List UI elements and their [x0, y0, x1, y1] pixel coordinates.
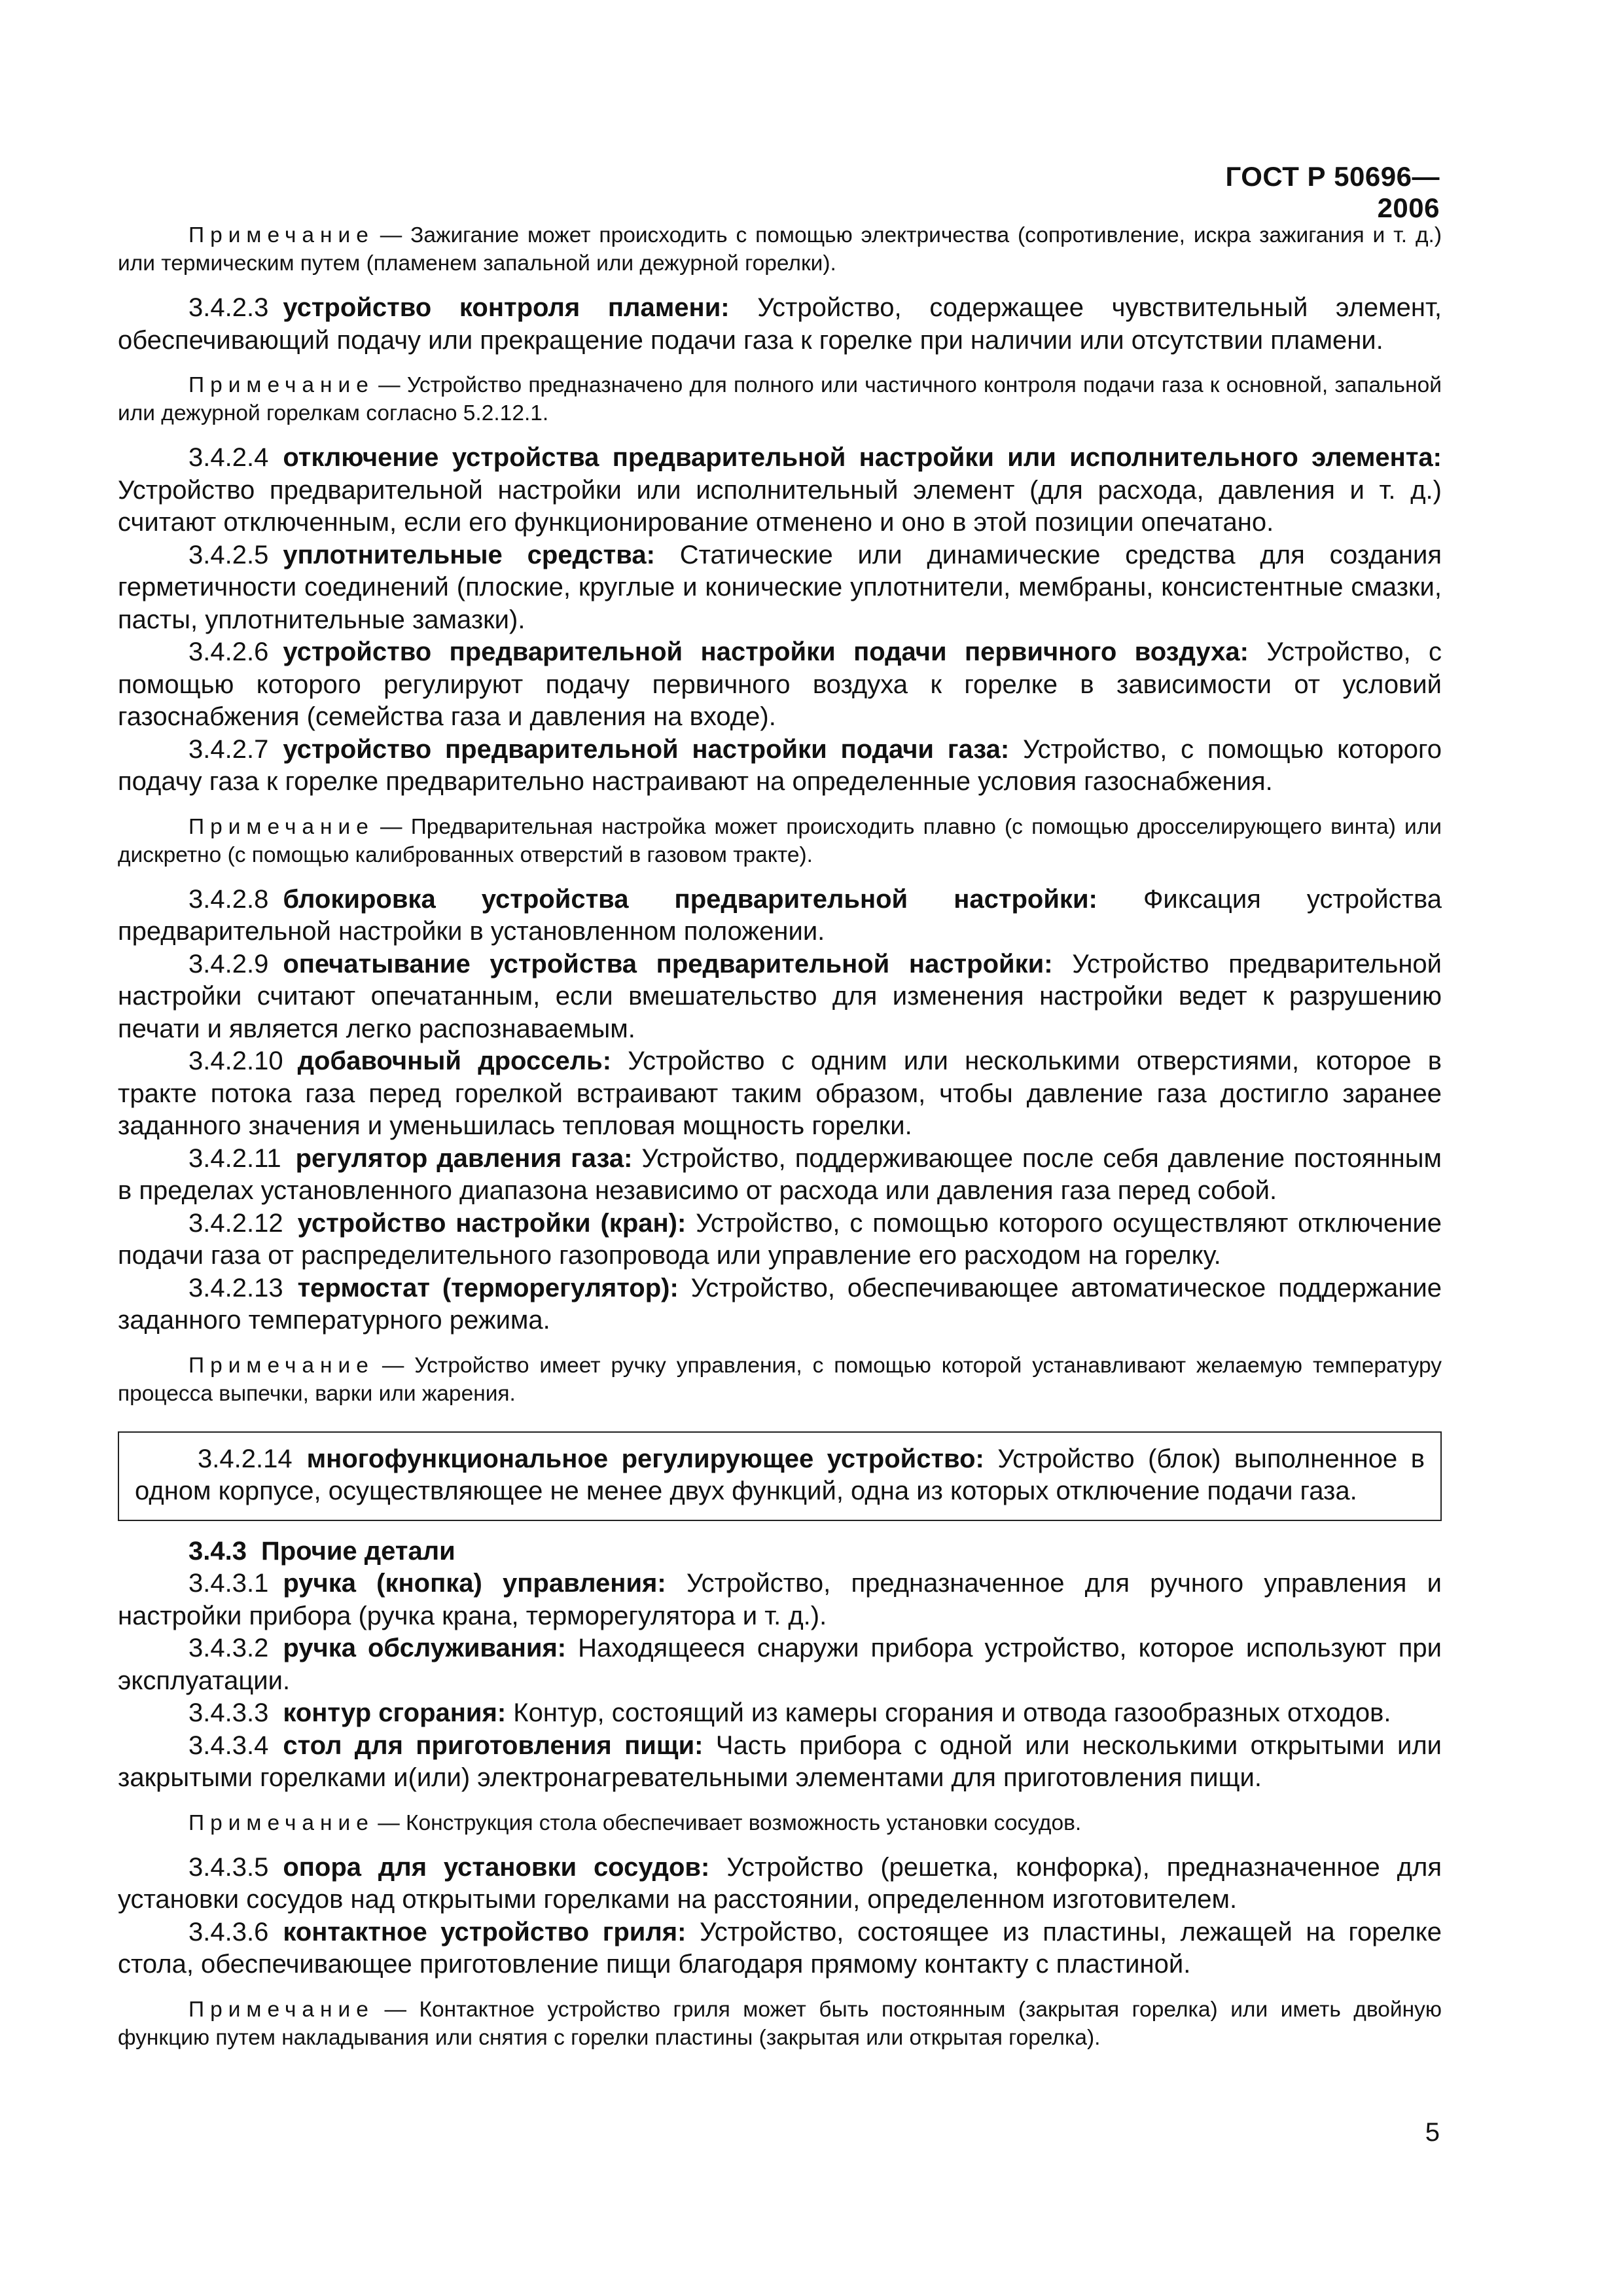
clause-term: регулятор давления газа:: [295, 1143, 633, 1173]
clause-3-4-3-4: [118, 1730, 1442, 1795]
clause-number: 3.4.2.12: [188, 1208, 283, 1238]
note-dash: —: [371, 1353, 415, 1378]
clause-text: Фиксация устройства предварительной настройки в установленном положении.: [118, 884, 1442, 946]
clause-term: ручка (кнопка) управления:: [283, 1569, 666, 1598]
clause-term: ручка обслуживания:: [283, 1634, 567, 1662]
note-label: Примечание: [188, 1810, 374, 1835]
clause-text: Устройство, состоящее из пластины, лежащей на горелке стола, обеспечивающее приготовление пищи благодаря прямому контакту с пластиной.: [118, 1917, 1442, 1979]
section-number: 3.4.3: [188, 1536, 247, 1566]
clause-term: устройство предварительной настройки подачи первичного воздуха:: [283, 637, 1249, 666]
clause-3-4-3-5: [118, 1852, 1442, 1916]
clause-number: 3.4.2.9: [188, 949, 269, 978]
note-text: Конструкция стола обеспечивает возможность установки сосудов.: [406, 1810, 1082, 1835]
clause-3-4-2-3: [118, 292, 1442, 357]
clause-3-4-3-3: [118, 1697, 1442, 1730]
clause-term: многофункциональное регулирующее устройство:: [306, 1444, 984, 1473]
clause-number: 3.4.3.5: [188, 1852, 269, 1882]
clause-3-4-2-14: [135, 1443, 1425, 1508]
document-body: [118, 221, 1442, 2052]
note-text: Устройство имеет ручку управления, с помощью которой устанавливают желаемую температуру процесса выпечки, варки или жарения.: [118, 1353, 1442, 1406]
note-dash: —: [371, 223, 411, 247]
note-label: Примечание: [188, 223, 374, 247]
section-3-4-3-heading: [118, 1535, 1442, 1568]
clause-term: блокировка устройства предварительной настройки:: [283, 884, 1097, 914]
clause-number: 3.4.3.2: [188, 1634, 269, 1662]
note-label: Примечание: [188, 1353, 374, 1378]
clause-3-4-3-2: [118, 1632, 1442, 1697]
clause-3-4-2-9: [118, 948, 1442, 1046]
note-dash: —: [371, 1997, 419, 2022]
clause-3-4-2-7: [118, 734, 1442, 798]
standard-header: ГОСТ Р 50696—2006: [1225, 161, 1440, 223]
clause-3-4-2-11: [118, 1143, 1442, 1208]
clause-term: термостат (терморегулятор):: [297, 1273, 679, 1302]
note-dash: —: [371, 1810, 406, 1835]
clause-text: Устройство, поддерживающее после себя давление постоянным в пределах установленного диапазона независимо от расхода или давления газа перед собой.: [118, 1143, 1442, 1205]
clause-text: Устройство (блок) выполненное в одном корпусе, осуществляющее не менее двух функций, одна из которых отключение подачи газа.: [135, 1444, 1425, 1505]
clause-number: 3.4.3.3: [188, 1698, 269, 1727]
note-dash: —: [371, 373, 407, 397]
clause-term: добавочный дроссель:: [297, 1047, 612, 1075]
clause-text: Устройство, содержащее чувствительный элемент, обеспечивающий подачу или прекращение подачи газа к горелке при наличии или отсутствии пламени.: [118, 293, 1442, 355]
clause-number: 3.4.2.10: [188, 1047, 283, 1075]
clause-text: Устройство предварительной настройки или исполнительный элемент (для расхода, давления и т. д.) считают отключенным, если его функционирование отменено и оно в этой позиции опечатано.: [118, 475, 1442, 537]
note-dash: —: [371, 814, 411, 839]
clause-3-4-2-4: [118, 442, 1442, 539]
clause-term: уплотнительные средства:: [283, 540, 655, 569]
clause-term: опечатывание устройства предварительной настройки:: [283, 949, 1053, 978]
clause-text: Устройство, с помощью которого регулируют подачу первичного воздуха к горелке в зависимости от условий газоснабжения (семейства газа и давления на входе).: [118, 637, 1442, 731]
note-text: Предварительная настройка может происходить плавно (с помощью дросселирующего винта) или дискретно (с помощью калиброванных отверстий в газовом тракте).: [118, 814, 1442, 867]
clause-term: устройство контроля пламени:: [283, 293, 730, 322]
note: [118, 1352, 1442, 1408]
clause-text: Устройство, с помощью которого подачу газа к горелке предварительно настраивают на определенные условия газоснабжения.: [118, 734, 1442, 796]
clause-number: 3.4.3.1: [188, 1569, 269, 1598]
clause-text: Устройство, обеспечивающее автоматическое поддержание заданного температурного режима.: [118, 1273, 1442, 1335]
clause-term: контур сгорания:: [283, 1698, 507, 1727]
note-text: Контактное устройство гриля может быть постоянным (закрытая горелка) или иметь двойную функцию путем накладывания или снятия с горелки пластины (закрытая или открытая горелка).: [118, 1997, 1442, 2050]
note: [118, 221, 1442, 278]
clause-term: стол для приготовления пищи:: [283, 1731, 704, 1760]
clause-3-4-2-6: [118, 636, 1442, 734]
clause-text: Часть прибора с одной или несколькими открытыми или закрытыми горелками и(или) электронагревательными элементами для приготовления пищи.: [118, 1731, 1442, 1792]
clause-3-4-2-10: [118, 1045, 1442, 1143]
clause-text: Находящееся снаружи прибора устройство, которое используют при эксплуатации.: [118, 1634, 1442, 1695]
clause-number: 3.4.2.7: [188, 734, 269, 764]
clause-number: 3.4.2.3: [188, 293, 269, 322]
clause-text: Устройство, предназначенное для ручного управления и настройки прибора (ручка крана, терморегулятора и т. д.).: [118, 1569, 1442, 1630]
clause-term: устройство настройки (кран):: [297, 1208, 687, 1238]
section-title: Прочие детали: [260, 1536, 455, 1566]
clause-number: 3.4.2.8: [188, 884, 269, 914]
clause-text: Устройство (решетка, конфорка), предназначенное для установки сосудов над открытыми горелками на расстоянии, определенном изготовителем.: [118, 1852, 1442, 1914]
clause-text: Контур, состоящий из камеры сгорания и отвода газообразных отходов.: [506, 1698, 1391, 1727]
clause-number: 3.4.2.6: [188, 637, 269, 666]
clause-term: отключение устройства предварительной настройки или исполнительного элемента:: [283, 443, 1442, 472]
clause-text: Устройство предварительной настройки считают опечатанным, если вмешательство для изменения настройки ведет к разрушению печати и является легко распознаваемым.: [118, 949, 1442, 1043]
clause-3-4-2-5: [118, 539, 1442, 637]
page-number: 5: [1425, 2118, 1440, 2147]
clause-3-4-2-12: [118, 1208, 1442, 1272]
clause-number: 3.4.3.4: [188, 1731, 269, 1760]
clause-number: 3.4.2.5: [188, 540, 269, 569]
amended-clause-box: [118, 1431, 1442, 1521]
clause-text: Устройство с одним или несколькими отверстиями, которое в тракте потока газа перед горелкой встраивают таким образом, чтобы давление газа достигло заранее заданного значения и уменьшилась тепловая мощность горелки.: [118, 1047, 1442, 1140]
clause-term: контактное устройство гриля:: [283, 1917, 687, 1946]
clause-number: 3.4.2.13: [188, 1273, 283, 1302]
clause-3-4-2-13: [118, 1272, 1442, 1337]
clause-number: 3.4.2.11: [188, 1143, 281, 1173]
clause-number: 3.4.2.4: [188, 443, 269, 472]
note-label: Примечание: [188, 373, 374, 397]
note: [118, 1809, 1442, 1837]
clause-term: опора для установки сосудов:: [283, 1852, 710, 1882]
note: [118, 1996, 1442, 2052]
note-label: Примечание: [188, 814, 374, 839]
clause-3-4-2-8: [118, 884, 1442, 948]
clause-number: 3.4.3.6: [188, 1917, 269, 1946]
clause-term: устройство предварительной настройки подачи газа:: [283, 734, 1010, 764]
note-text: Зажигание может происходить с помощью электричества (сопротивление, искра зажигания и т. д.) или термическим путем (пламенем запальной или дежурной горелки).: [118, 223, 1442, 276]
clause-3-4-3-6: [118, 1916, 1442, 1981]
clause-number: 3.4.2.14: [198, 1444, 293, 1473]
clause-3-4-3-1: [118, 1568, 1442, 1632]
clause-text: Статические или динамические средства для создания герметичности соединений (плоские, круглые и конические уплотнители, мембраны, консистентные смазки, пасты, уплотнительные замазки).: [118, 540, 1442, 634]
note-label: Примечание: [188, 1997, 374, 2022]
note-text: Устройство предназначено для полного или частичного контроля подачи газа к основной, запальной или дежурной горелкам согласно 5.2.12.1.: [118, 373, 1442, 425]
clause-text: Устройство, с помощью которого осуществляют отключение подачи газа от распределительного газопровода или управление его расходом на горелку.: [118, 1208, 1442, 1270]
note: [118, 371, 1442, 427]
note: [118, 813, 1442, 869]
